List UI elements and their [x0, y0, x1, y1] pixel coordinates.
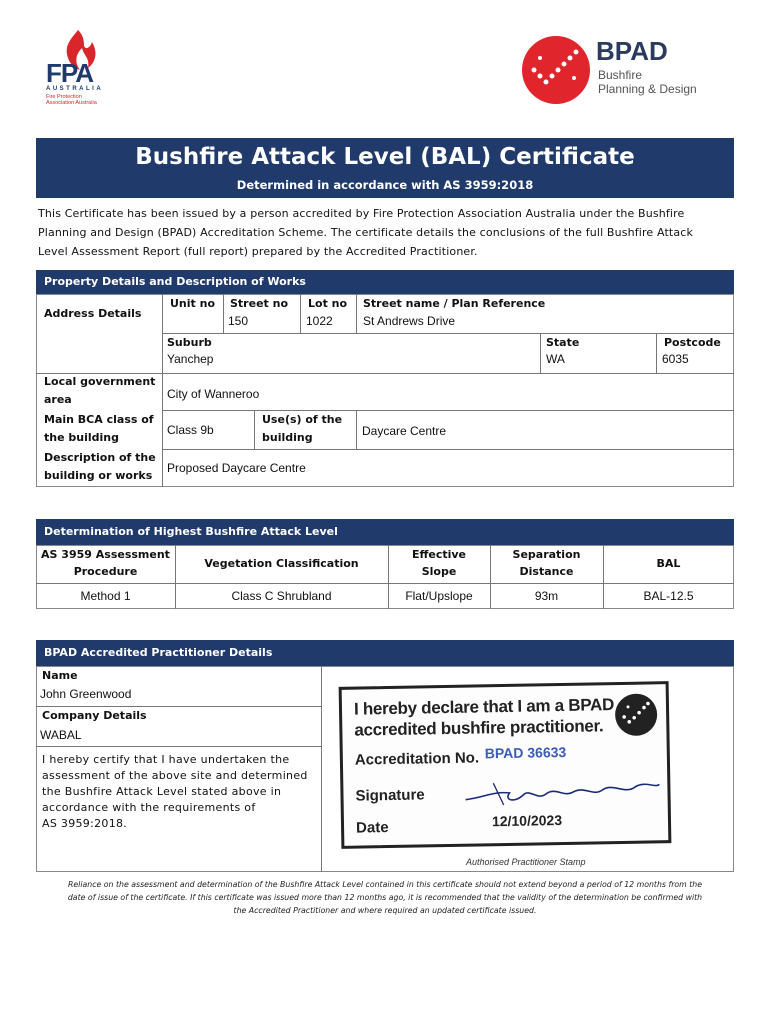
postcode-label: Postcode: [664, 336, 721, 349]
col-vegetation: Vegetation Classification: [204, 557, 359, 570]
property-section-header: [36, 270, 734, 294]
cell-slope: Flat/Upslope: [405, 589, 473, 603]
use-label-1: Use(s) of the: [262, 413, 343, 426]
bpad-sub-1: Bushfire: [598, 68, 643, 82]
fpa-wordmark: FPA: [46, 58, 94, 88]
state-value: WA: [546, 352, 565, 366]
bca-label-2: the building: [44, 431, 119, 444]
cert-line-2: assessment of the above site and determined: [42, 769, 308, 782]
bca-value: Class 9b: [167, 423, 214, 437]
unit-no-label: Unit no: [170, 297, 216, 310]
stamp-accreditation-value: BPAD 36633: [484, 743, 567, 762]
stamp-line-1: I hereby declare that I am a BPAD: [353, 695, 615, 719]
name-label: Name: [42, 669, 78, 682]
col-slope-2: Slope: [421, 565, 457, 578]
desc-label-2: building or works: [44, 469, 153, 482]
cell-bal: BAL-12.5: [643, 589, 694, 603]
title-band: [36, 138, 734, 198]
col-procedure-2: Procedure: [73, 565, 138, 578]
bpad-sub-2: Planning & Design: [598, 82, 697, 96]
footer-line-3: the Accredited Practitioner and where required an updated certificate issued.: [233, 906, 537, 915]
property-section-title: Property Details and Description of Works: [44, 275, 306, 288]
street-name-label: Street name / Plan Reference: [363, 297, 546, 310]
col-procedure-1: AS 3959 Assessment: [41, 548, 170, 561]
company-value: WABAL: [40, 728, 82, 742]
bpad-emblem-icon: [520, 34, 592, 106]
company-label: Company Details: [42, 709, 147, 722]
col-bal: BAL: [656, 557, 681, 570]
fpa-tagline-2: Association Australia: [46, 100, 97, 106]
col-separation-1: Separation: [512, 548, 581, 561]
cell-vegetation: Class C Shrubland: [231, 589, 332, 603]
col-separation-2: Distance: [519, 565, 574, 578]
address-label: Address Details: [44, 307, 142, 320]
col-slope-1: Effective: [411, 548, 467, 561]
page-title: Bushfire Attack Level (BAL) Certificate: [135, 144, 635, 170]
lot-no-value: 1022: [306, 314, 333, 328]
stamp-date-label: Date: [355, 819, 389, 837]
stamp-signature-label: Signature: [355, 786, 425, 805]
lga-value: City of Wanneroo: [167, 387, 260, 401]
bpad-logo: [520, 30, 720, 108]
fpa-country: AUSTRALIA: [46, 86, 104, 92]
street-no-value: 150: [228, 314, 249, 328]
fpa-logo: [40, 28, 120, 108]
stamp-date-value: 12/10/2023: [491, 812, 563, 830]
fpa-tagline-1: Fire Protection: [46, 94, 82, 100]
use-label-2: building: [262, 431, 313, 444]
cell-method: Method 1: [80, 589, 131, 603]
state-label: State: [546, 336, 580, 349]
signature-icon: [463, 776, 663, 809]
suburb-label: Suburb: [167, 336, 212, 349]
stamp-line-2: accredited bushfire practitioner.: [354, 716, 604, 740]
intro-line-2: Planning and Design (BPAD) Accreditation Scheme. The certificate details the conclusions of the full Bushfire Attack: [38, 226, 693, 239]
intro-line-1: This Certificate has been issued by a person accredited by Fire Protection Association Australia under the Bushfire: [38, 207, 685, 220]
practitioner-section-header: [36, 640, 734, 666]
street-no-label: Street no: [230, 297, 289, 310]
lot-no-label: Lot no: [308, 297, 348, 310]
cert-line-3: the Bushfire Attack Level stated above in: [42, 785, 282, 798]
practitioner-stamp: [339, 681, 672, 849]
cert-line-4: accordance with the requirements of: [42, 801, 256, 814]
intro-line-3: Level Assessment Report (full report) prepared by the Accredited Practitioner.: [38, 245, 478, 258]
lga-label-1: Local government: [44, 375, 156, 388]
stamp-emblem-icon: [614, 692, 659, 737]
lga-label-2: area: [44, 393, 72, 406]
footer-line-1: Reliance on the assessment and determination of the Bushfire Attack Level contained in this certificate should not extend beyond a period of 12 months from the: [67, 880, 703, 889]
name-value: John Greenwood: [40, 687, 132, 701]
stamp-caption: Authorised Practitioner Stamp: [466, 857, 586, 867]
cell-separation: 93m: [534, 589, 559, 603]
suburb-value: Yanchep: [167, 352, 214, 366]
stamp-accreditation-label: Accreditation No.: [354, 749, 480, 769]
determination-section-title: Determination of Highest Bushfire Attack Level: [44, 525, 338, 538]
cert-line-1: I hereby certify that I have undertaken the: [42, 753, 290, 766]
desc-value: Proposed Daycare Centre: [167, 461, 306, 475]
desc-label-1: Description of the: [44, 451, 156, 464]
cert-line-5: AS 3959:2018.: [42, 817, 128, 830]
street-name-value: St Andrews Drive: [363, 314, 456, 328]
postcode-value: 6035: [662, 352, 689, 366]
use-value: Daycare Centre: [362, 424, 447, 438]
determination-section-header: [36, 519, 734, 545]
practitioner-section-title: BPAD Accredited Practitioner Details: [44, 646, 273, 659]
page-subtitle: Determined in accordance with AS 3959:2018: [236, 178, 534, 192]
bca-label-1: Main BCA class of: [44, 413, 154, 426]
bpad-wordmark: BPAD: [596, 36, 668, 66]
footer-line-2: date of issue of the certificate. If this certificate was issued more than 12 months ago, it is recommended that the validity of the determination be confirmed with: [67, 893, 703, 902]
